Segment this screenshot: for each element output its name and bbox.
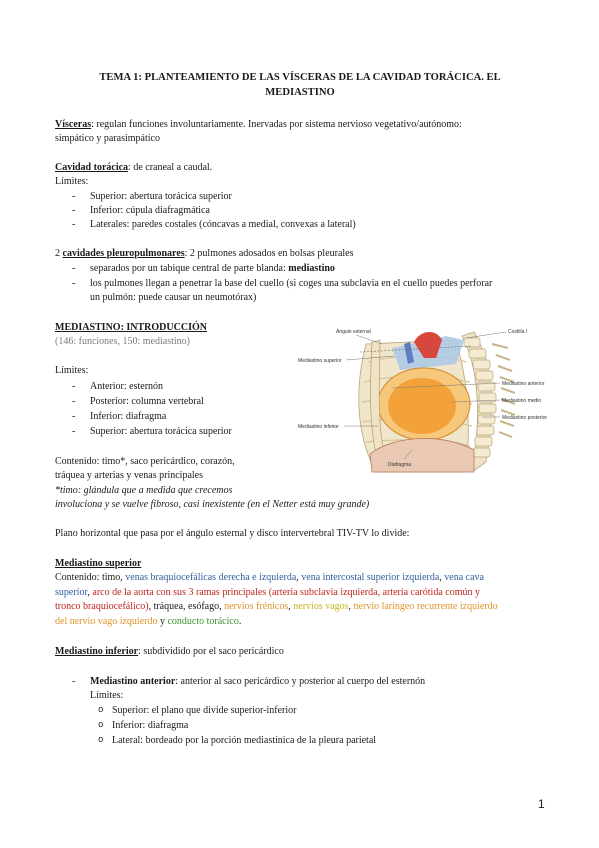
text-run: conducto torácico bbox=[167, 616, 239, 627]
cavidad-line bbox=[55, 161, 212, 175]
intro-limit-item: Posterior: columna vertebral bbox=[90, 396, 204, 407]
sub-bullet: o bbox=[98, 720, 104, 730]
anterior-limites-label: Límites: bbox=[90, 690, 124, 701]
list-dash: - bbox=[72, 426, 76, 437]
text-run: , bbox=[288, 601, 294, 612]
text-run: nervios frénicos bbox=[224, 601, 289, 612]
text-run: , bbox=[87, 587, 93, 598]
inferior-rest: : subdividido por el saco pericárdico bbox=[138, 646, 284, 657]
document-title: TEMA 1: PLANTEAMIENTO DE LAS VÍSCERAS DE LA CAVIDAD TORÁCICA. EL MEDIASTINO bbox=[99, 72, 501, 98]
intro-limit-item: Anterior: esternón bbox=[90, 381, 164, 392]
label-mediastino-superior: Mediastino superior bbox=[298, 358, 342, 364]
intro-heading: MEDIASTINO: INTRODUCCIÓN bbox=[55, 322, 207, 333]
intro-limit-item: Inferior: diafragma bbox=[90, 411, 167, 422]
pleuro-item-2-line-2: un pulmón: puede causar un neumotórax) bbox=[90, 292, 257, 303]
text-run: , bbox=[348, 601, 354, 612]
list-dash: - bbox=[72, 381, 76, 392]
inferior-line bbox=[55, 645, 284, 659]
pleuro-item-1-text: separados por un tabique central de parte blanda: bbox=[90, 263, 289, 274]
list-dash: - bbox=[72, 191, 76, 202]
list-dash: - bbox=[72, 676, 76, 687]
text-run: vena cava bbox=[444, 572, 484, 583]
label-mediastino-medio: Mediastino medio bbox=[502, 398, 542, 404]
visceras-definition: : regulan funciones involuntariamente. Inervadas por sistema nervioso vegetativo/autónomo: bbox=[91, 119, 462, 130]
list-dash: - bbox=[72, 263, 76, 274]
label-mediastino-anterior: Mediastino anterior bbox=[502, 381, 545, 387]
intro-limites-label: Límites: bbox=[55, 365, 89, 376]
pleuro-item-1 bbox=[90, 262, 335, 276]
intro-subheading: (146: funciones, 150: mediastino) bbox=[55, 336, 190, 347]
pleuro-rest: : 2 pulmones adosados en bolsas pleurales bbox=[184, 248, 354, 259]
text-run: y bbox=[157, 616, 168, 627]
page-number: 1 bbox=[538, 797, 545, 811]
list-dash: - bbox=[72, 205, 76, 216]
text-run: del nervio vago izquierdo bbox=[55, 616, 158, 627]
label-mediastino-posterior: Mediastino posterior bbox=[502, 415, 548, 421]
list-dash: - bbox=[72, 396, 76, 407]
text-run: . bbox=[238, 616, 242, 627]
cavidad-item: Superior: abertura torácica superior bbox=[90, 191, 232, 202]
sub-bullet: o bbox=[98, 735, 104, 745]
anterior-line bbox=[90, 675, 425, 689]
contenido-line-2: tráquea y arterias y venas principales bbox=[55, 470, 203, 481]
text-run: vena intercostal superior izquierda bbox=[301, 572, 440, 583]
pleuro-number: 2 bbox=[55, 248, 63, 259]
cavidad-item: Inferior: cúpula diafragmática bbox=[90, 205, 210, 216]
timo-note-line-1: *timo: glándula que a medida que crecemos bbox=[55, 485, 233, 496]
cavidad-limites-label: Límites: bbox=[55, 176, 89, 187]
visceras-line-1 bbox=[55, 118, 462, 132]
text-run: superior bbox=[55, 587, 88, 598]
superior-line-1 bbox=[55, 571, 484, 585]
text-run: venas braquiocefálicas derecha e izquierda bbox=[125, 572, 297, 583]
sub-bullet: o bbox=[98, 705, 104, 715]
mediastinum-figure bbox=[296, 322, 558, 482]
anterior-term: Mediastino anterior bbox=[90, 676, 176, 687]
pleuro-term: cavidades pleuropulmonares bbox=[62, 248, 185, 259]
text-run: nervios vagos bbox=[293, 601, 349, 612]
text-run: , bbox=[439, 572, 445, 583]
cavidad-rest: : de craneal a caudal. bbox=[128, 162, 213, 173]
superior-line-4 bbox=[55, 615, 241, 629]
text-run: arco de la aorta con sus 3 ramas principales (arteria subclavia izquierda, arteria carótida común y bbox=[92, 587, 480, 598]
mediastino-term: mediastino bbox=[288, 263, 335, 274]
label-angulo-esternal: Ángulo esternal bbox=[336, 329, 371, 335]
list-dash: - bbox=[72, 219, 76, 230]
label-costilla-i: Costilla I bbox=[508, 329, 528, 335]
anterior-sub-item: Lateral: bordeado por la porción mediastínica de la pleura parietal bbox=[112, 735, 377, 746]
text-run: , bbox=[296, 572, 302, 583]
superior-line-2 bbox=[55, 586, 480, 600]
text-run: Contenido: timo, bbox=[55, 572, 126, 583]
pleuro-line bbox=[55, 247, 354, 261]
cavidad-term: Cavidad torácica bbox=[55, 162, 129, 173]
list-dash: - bbox=[72, 278, 76, 289]
list-dash: - bbox=[72, 411, 76, 422]
pleuro-item-2-line-1: los pulmones llegan a penetrar la base del cuello (si coges una subclavia en el cuello puedes perforar bbox=[90, 278, 493, 289]
text-run: , tráquea, esófago, bbox=[148, 601, 225, 612]
visceras-line-2: simpático y parasimpático bbox=[55, 133, 160, 144]
visceras-term: Vísceras bbox=[55, 119, 92, 130]
label-mediastino-inferior: Mediastino inferior bbox=[298, 424, 339, 430]
anterior-sub-item: Inferior: diafragma bbox=[112, 720, 189, 731]
anterior-sub-item: Superior: el plano que divide superior-inferior bbox=[112, 705, 297, 716]
plano-line: Plano horizontal que pasa por el ángulo esternal y disco intervertebral TIV-TV lo divide: bbox=[55, 528, 410, 539]
intro-limit-item: Superior: abertura torácica superior bbox=[90, 426, 232, 437]
inferior-heading: Mediastino inferior bbox=[55, 646, 139, 657]
label-diafragma: Diafragma bbox=[388, 462, 412, 468]
anterior-rest: : anterior al saco pericárdico y posterior al cuerpo del esternón bbox=[175, 676, 426, 687]
cavidad-item: Laterales: paredes costales (cóncavas a medial, convexas a lateral) bbox=[90, 219, 356, 230]
text-run: tronco braquiocefálico) bbox=[55, 601, 149, 612]
text-run: nervio laríngeo recurrente izquierdo bbox=[353, 601, 498, 612]
timo-note-line-2: involuciona y se vuelve fibroso, casi inexistente (en el Netter está muy grande) bbox=[55, 499, 370, 510]
superior-line-3 bbox=[55, 600, 498, 614]
contenido-line-1: Contenido: timo*, saco pericárdico, corazón, bbox=[55, 456, 235, 467]
superior-heading: Mediastino superior bbox=[55, 558, 142, 569]
